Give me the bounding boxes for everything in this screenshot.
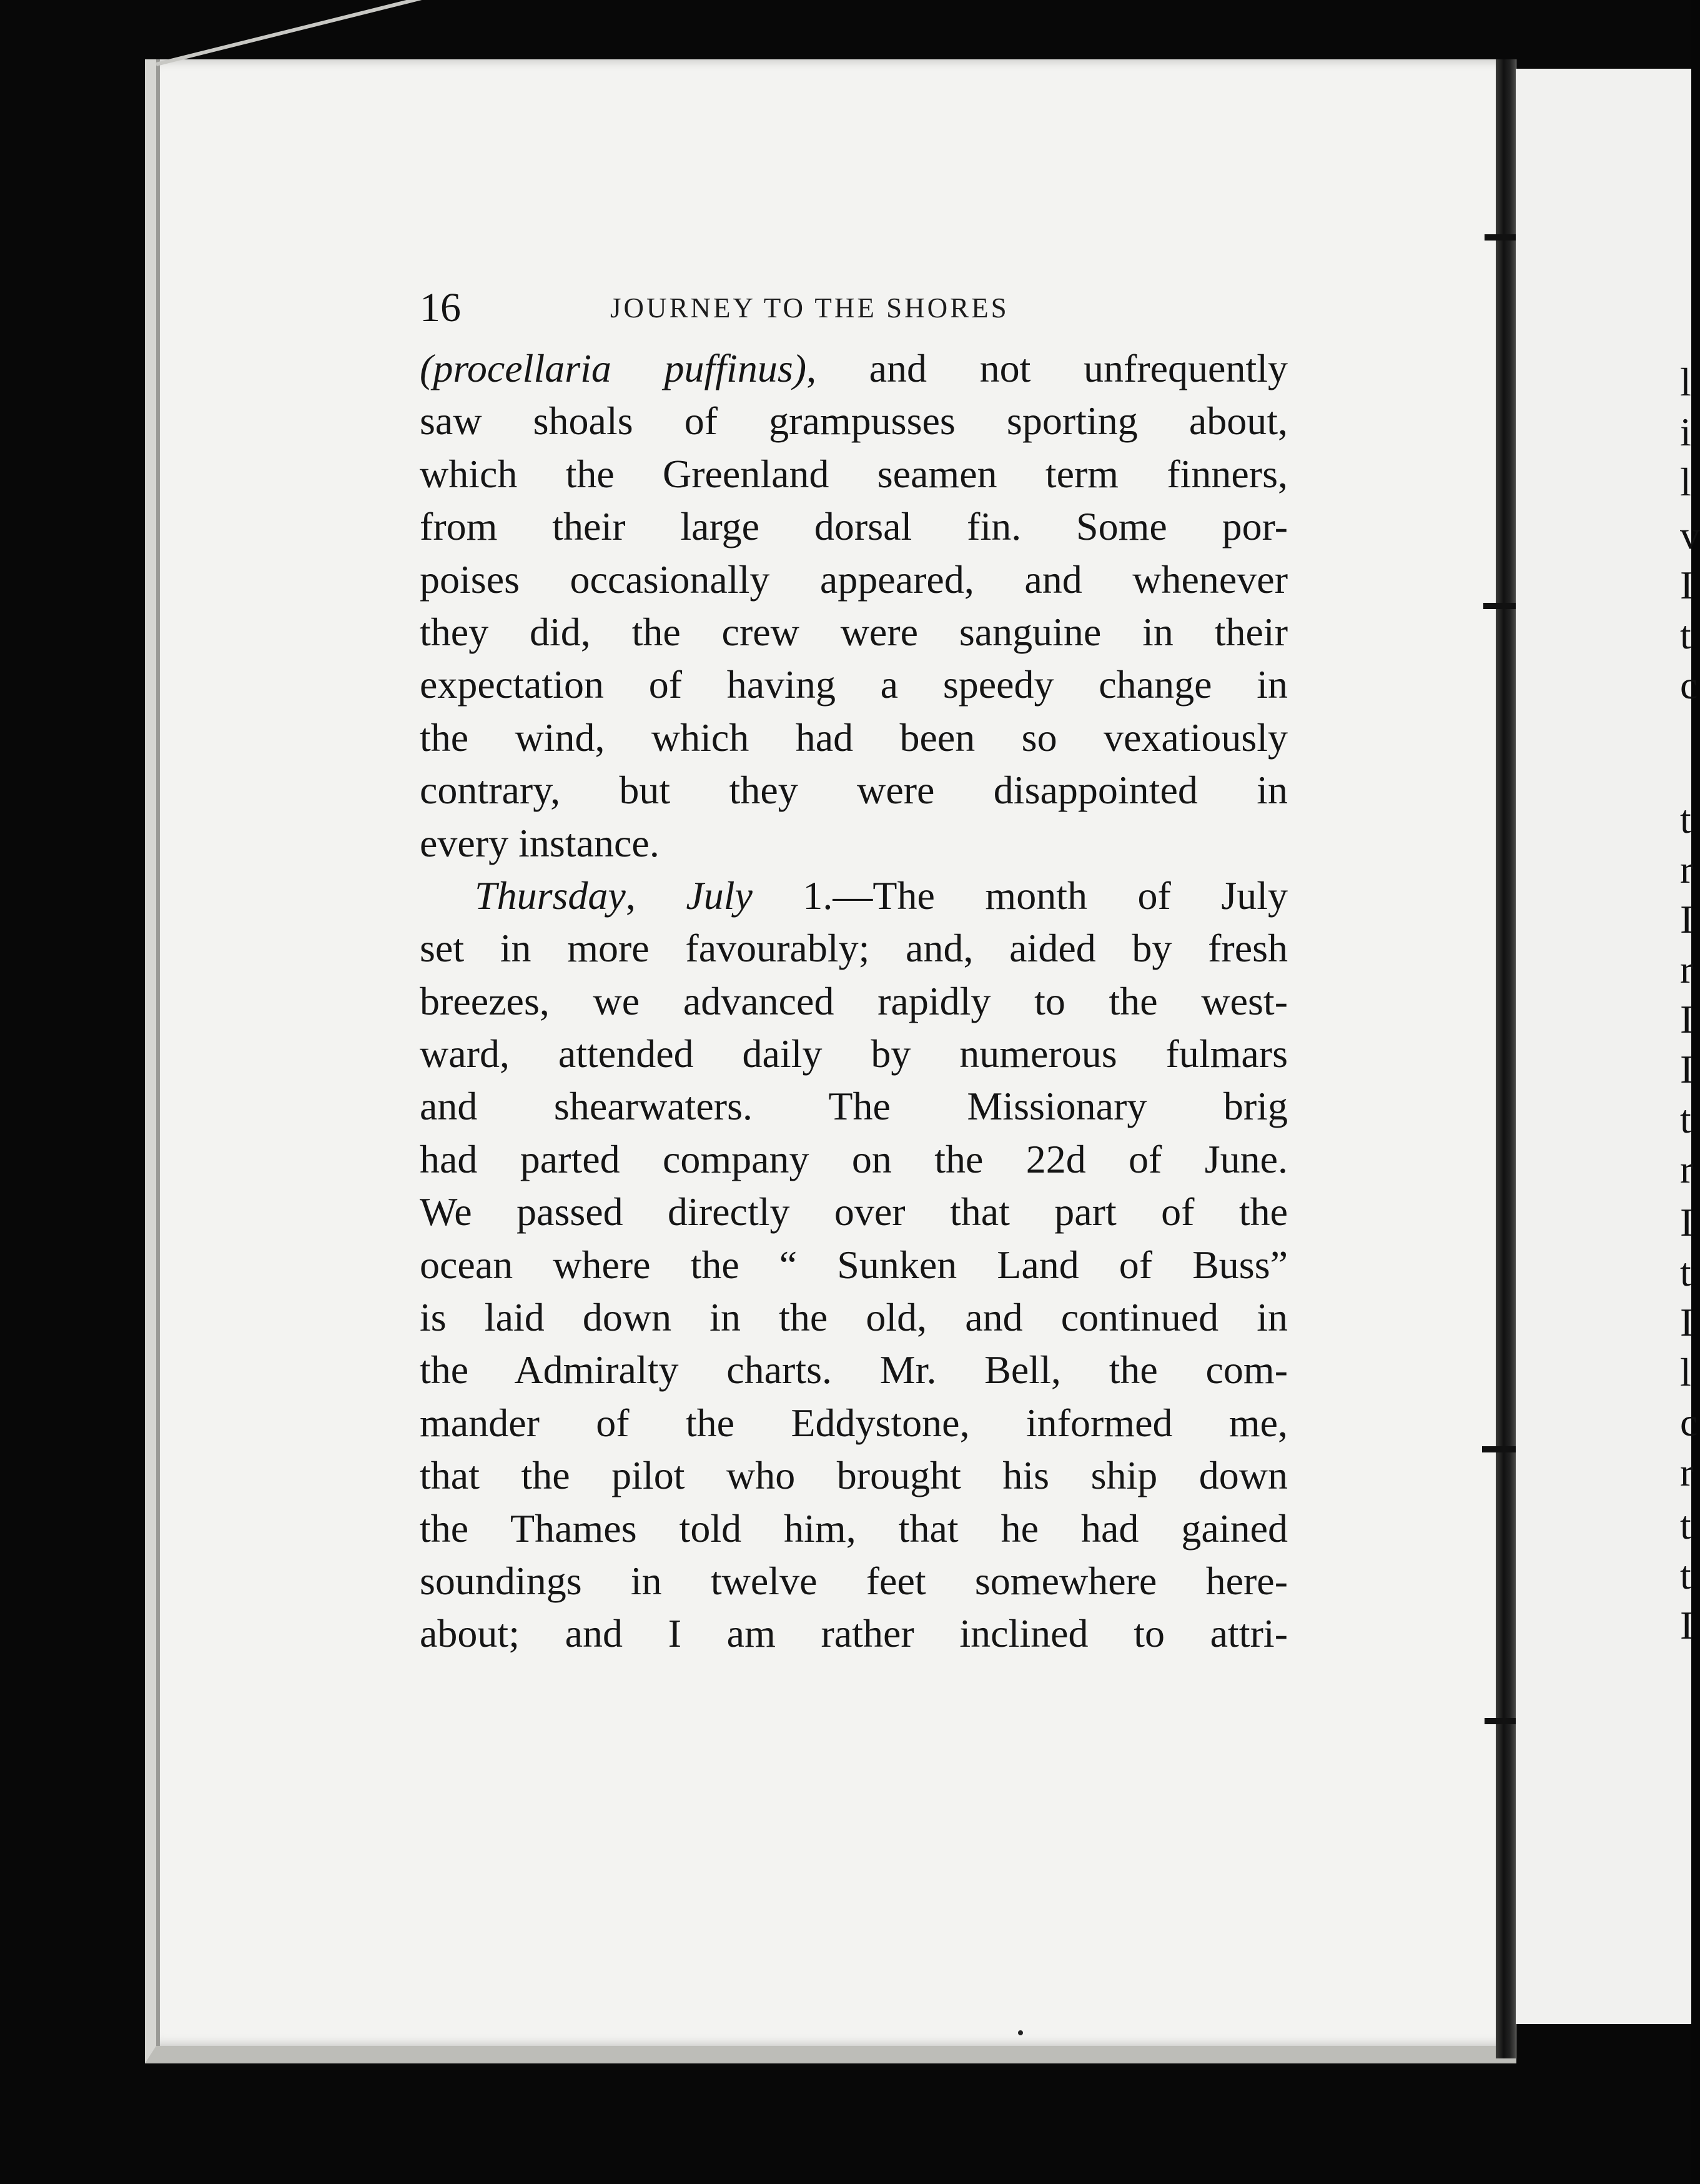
body-line: saw shoals of grampusses sporting about, xyxy=(420,399,1288,444)
facing-page-letter: t xyxy=(1680,797,1691,841)
facing-page-letter: i xyxy=(1680,410,1691,454)
facing-page-letter: l xyxy=(1680,360,1691,404)
facing-page-letter: r xyxy=(1680,947,1694,991)
facing-page-letter: c xyxy=(1680,663,1698,707)
facing-page-letter: I xyxy=(1680,1300,1694,1344)
body-line: that the pilot who brought his ship down xyxy=(420,1453,1288,1498)
body-line: every instance. xyxy=(420,820,660,865)
body-line: about; and I am rather inclined to attri- xyxy=(420,1611,1288,1656)
body-line: the Thames told him, that he had gained xyxy=(420,1506,1288,1551)
body-line: from their large dorsal fin. Some por- xyxy=(420,504,1288,549)
gutter-stitch-mark xyxy=(1482,1446,1520,1452)
facing-page-letter: I xyxy=(1680,997,1694,1041)
body-line: contrary, but they were disappointed in xyxy=(420,768,1288,813)
body-line: poises occasionally appeared, and whenever xyxy=(420,557,1288,602)
body-line: the wind, which had been so vexatiously xyxy=(420,715,1288,760)
facing-page-letter: r xyxy=(1680,1147,1694,1191)
body-line: ocean where the “ Sunken Land of Buss” xyxy=(420,1242,1288,1287)
running-head-title: JOURNEY TO THE SHORES xyxy=(610,292,1009,324)
body-text xyxy=(420,342,1288,1660)
facing-page-letter: r xyxy=(1680,1450,1694,1494)
body-line: Thursday, July 1.—The month of July xyxy=(475,873,1288,918)
facing-page-letter: t xyxy=(1680,1503,1691,1547)
facing-page-letter: t xyxy=(1680,1097,1691,1141)
body-line: soundings in twelve feet somewhere here- xyxy=(420,1558,1288,1603)
body-line: mander of the Eddystone, informed me, xyxy=(420,1400,1288,1445)
body-line: breezes, we advanced rapidly to the west- xyxy=(420,978,1288,1023)
body-line: and shearwaters. The Missionary brig xyxy=(420,1084,1288,1129)
gutter-stitch-mark xyxy=(1483,603,1521,609)
body-line: (procellaria puffinus), and not unfrequently xyxy=(420,346,1288,390)
body-line: which the Greenland seamen term finners, xyxy=(420,451,1288,496)
facing-page-letter: I xyxy=(1680,563,1694,607)
body-line: set in more favourably; and, aided by fresh xyxy=(420,926,1288,971)
body-line: ward, attended daily by numerous fulmars xyxy=(420,1031,1288,1076)
body-line: We passed directly over that part of the xyxy=(420,1189,1288,1234)
body-line: had parted company on the 22d of June. xyxy=(420,1136,1288,1181)
facing-page-letter: I xyxy=(1680,897,1694,941)
facing-page-letter: t xyxy=(1680,1553,1691,1597)
book-gutter xyxy=(1496,59,1516,2058)
body-line: is laid down in the old, and continued in xyxy=(420,1295,1288,1340)
facing-page-letter: v xyxy=(1680,513,1700,557)
facing-page-letter: c xyxy=(1680,1400,1698,1444)
facing-page-letter: I xyxy=(1680,1200,1694,1244)
facing-page-letter: t xyxy=(1680,613,1691,657)
body-line: expectation of having a speedy change in xyxy=(420,662,1288,707)
facing-page-letter: I xyxy=(1680,1047,1694,1091)
running-head xyxy=(420,284,1294,334)
body-line: they did, the crew were sanguine in their xyxy=(420,609,1288,654)
right-book-page-edge xyxy=(1516,69,1694,2024)
facing-page-letter: l xyxy=(1680,460,1691,504)
facing-page-letter: l xyxy=(1680,1350,1691,1394)
facing-page-letter: r xyxy=(1680,847,1694,891)
body-line: the Admiralty charts. Mr. Bell, the com- xyxy=(420,1348,1288,1392)
page-number: 16 xyxy=(420,285,461,330)
facing-page-letter: t xyxy=(1680,1250,1691,1294)
facing-page-letter: I xyxy=(1680,1603,1694,1647)
ink-speck xyxy=(1018,2030,1023,2035)
